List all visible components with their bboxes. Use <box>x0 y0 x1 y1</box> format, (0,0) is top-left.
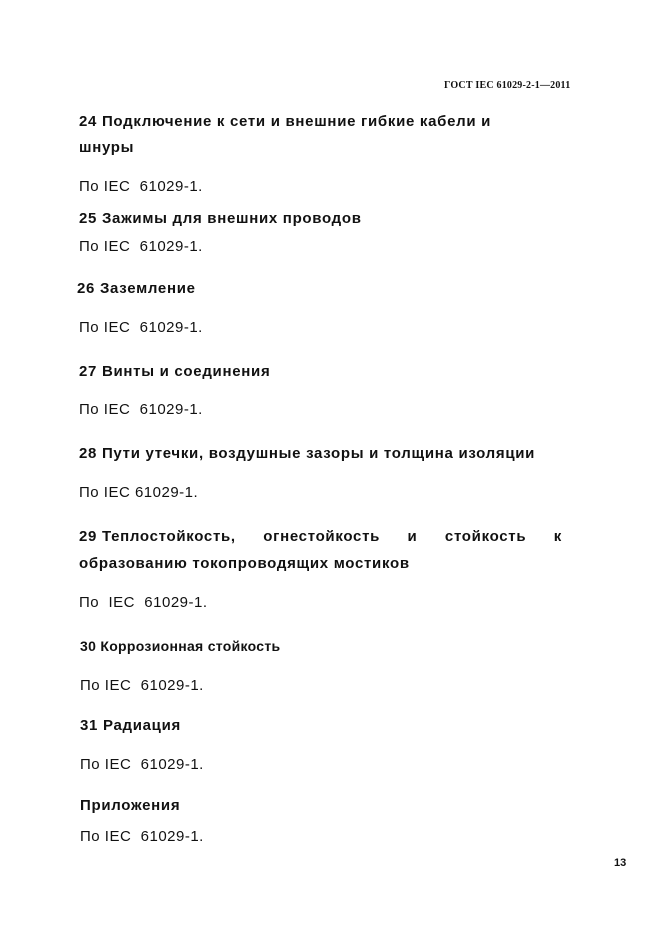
section-27-body: По IEC 61029-1. <box>79 401 203 418</box>
section-27-title: 27 Винты и соединения <box>79 363 271 380</box>
appendices-body: По IEC 61029-1. <box>80 828 204 845</box>
section-29-word: огнестойкость <box>263 528 381 545</box>
section-29-title-line1 <box>79 529 562 544</box>
section-31-title: 31 Радиация <box>80 717 181 734</box>
section-26-body: По IEC 61029-1. <box>79 319 203 336</box>
section-29-word: 29 Теплостойкость, <box>79 528 236 545</box>
section-28-body: По IEC 61029-1. <box>79 484 199 501</box>
section-30-title: 30 Коррозионная стойкость <box>80 638 281 654</box>
section-24-title-line2: шнуры <box>79 139 135 156</box>
section-29-word: к <box>553 528 562 545</box>
section-24-body: По IEC 61029-1. <box>79 178 203 195</box>
section-29-title-line2: образованию токопроводящих мостиков <box>79 555 410 572</box>
document-header: ГОСТ IEC 61029-2-1—2011 <box>444 80 571 91</box>
section-29-body: По IEC 61029-1. <box>79 594 208 611</box>
section-26-title: 26 Заземление <box>77 280 196 297</box>
section-31-body: По IEC 61029-1. <box>80 756 204 773</box>
section-25-body: По IEC 61029-1. <box>79 238 203 255</box>
section-30-body: По IEC 61029-1. <box>80 677 204 694</box>
section-28-title: 28 Пути утечки, воздушные зазоры и толщина изоляции <box>79 445 536 462</box>
section-25-title: 25 Зажимы для внешних проводов <box>79 210 362 227</box>
section-24-title-line1: 24 Подключение к сети и внешние гибкие кабели и <box>79 113 492 130</box>
appendices-title: Приложения <box>80 797 181 814</box>
section-29-word: и <box>407 528 418 545</box>
section-29-word: стойкость <box>444 528 527 545</box>
page-number: 13 <box>614 857 627 869</box>
